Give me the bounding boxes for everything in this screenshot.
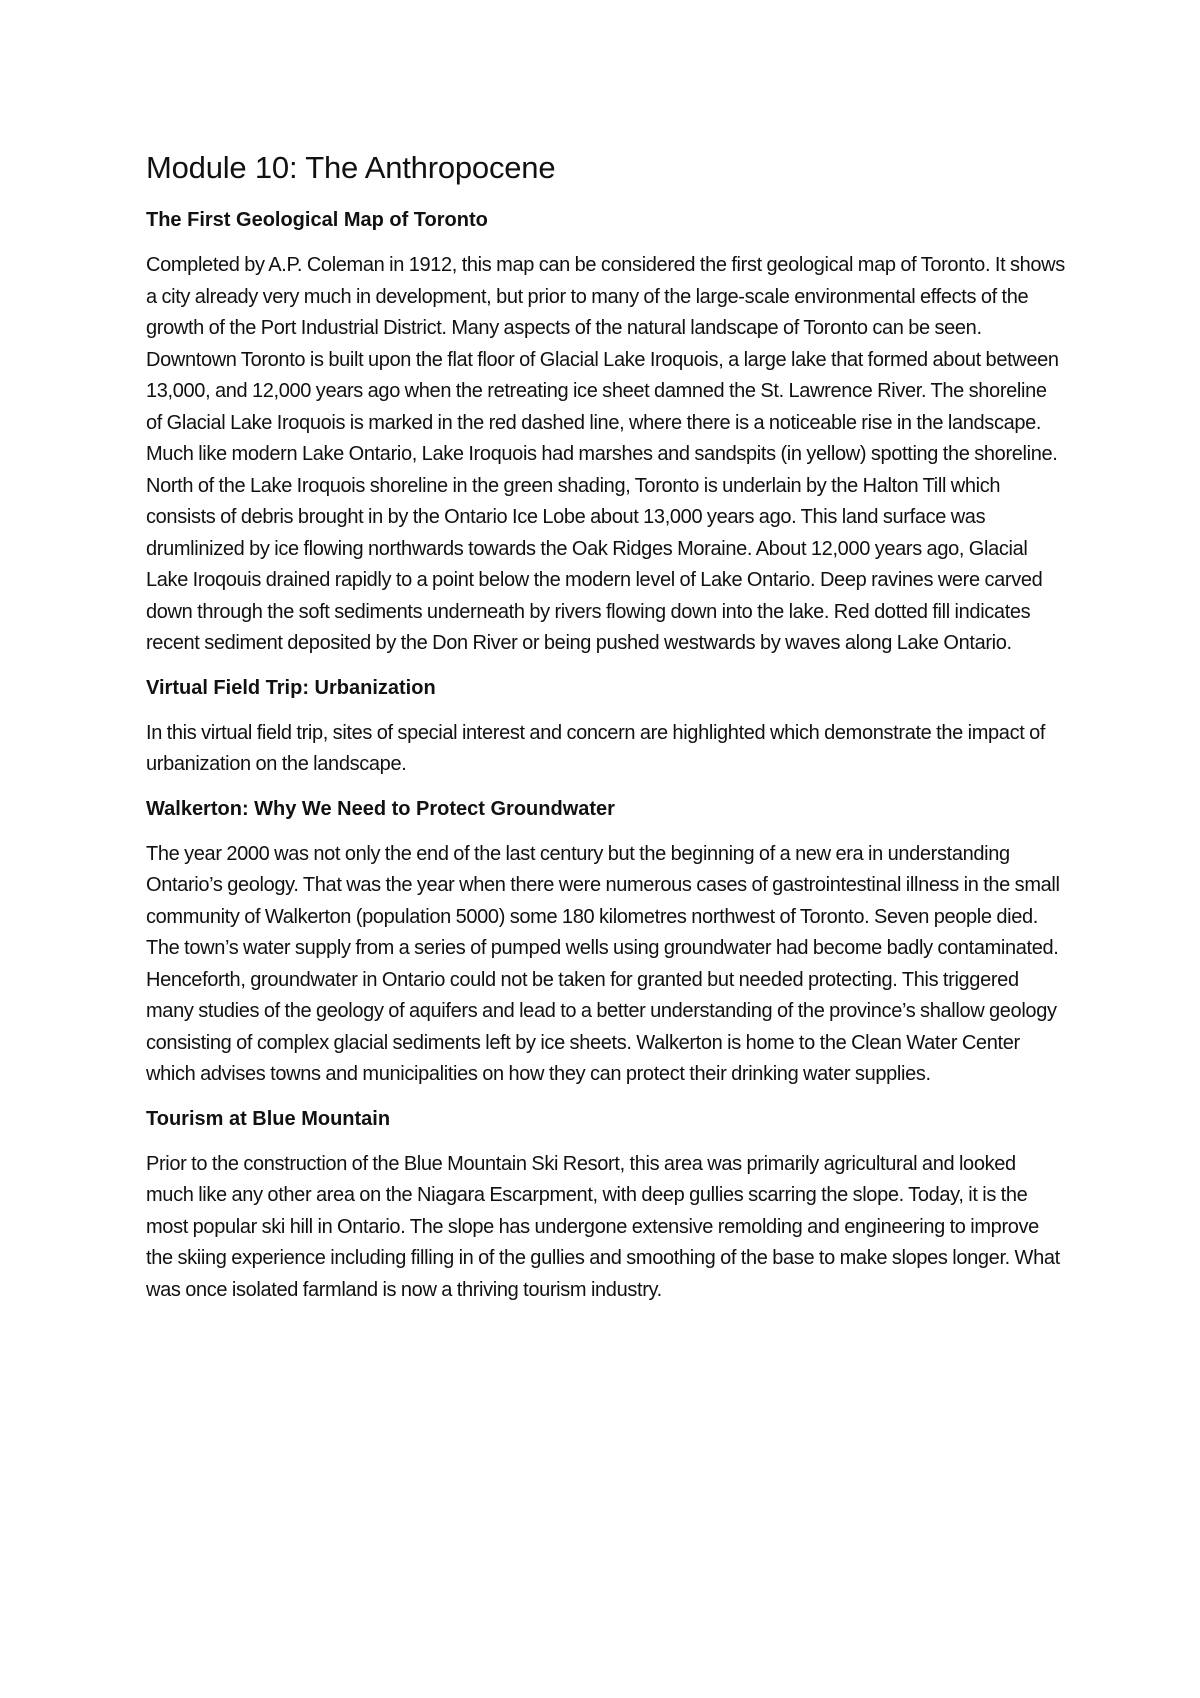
section-heading-walkerton: Walkerton: Why We Need to Protect Groundwater [146,797,615,820]
page-title: Module 10: The Anthropocene [146,150,556,185]
section-body-blue-mountain: Prior to the construction of the Blue Mountain Ski Resort, this area was primarily agricultural and looked much like any other area on the Niagara Escarpment, with deep gullies scarring the slope. Today, it is the most popular ski hill in Ontario. The slope has undergone extensive remolding and engineering to improve the skiing experience including filling in of the gullies and smoothing of the base to make slopes longer. What was once isolated farmland is now a thriving tourism industry. [146,1152,1060,1301]
document-page [146,148,1066,1320]
section-body-virtual-field-trip: In this virtual field trip, sites of special interest and concern are highlighted which demonstrate the impact of urbanization on the landscape. [146,721,1046,775]
section-body-walkerton: The year 2000 was not only the end of the last century but the beginning of a new era in understanding Ontario’s geology. That was the year when there were numerous cases of gastrointestinal illness in the small community of Walkerton (population 5000) some 180 kilometres northwest of Toronto. Seven people died. The town’s water supply from a series of pumped wells using groundwater had become badly contaminated. Henceforth, groundwater in Ontario could not be taken for granted but needed protecting. This triggered many studies of the geology of aquifers and lead to a better understanding of the province’s shallow geology consisting of complex glacial sediments left by ice sheets. Walkerton is home to the Clean Water Center which advises towns and municipalities on how they can protect their drinking water supplies. [146,842,1060,1085]
section-body-geological-map: Completed by A.P. Coleman in 1912, this map can be considered the first geological map of Toronto. It shows a city already very much in development, but prior to many of the large-scale environmental effects of the growth of the Port Industrial District. Many aspects of the natural landscape of Toronto can be seen. Downtown Toronto is built upon the flat floor of Glacial Lake Iroquois, a large lake that formed about between 13,000, and 12,000 years ago when the retreating ice sheet damned the St. Lawrence River. The shoreline of Glacial Lake Iroquois is marked in the red dashed line, where there is a noticeable rise in the landscape. Much like modern Lake Ontario, Lake Iroquois had marshes and sandspits (in yellow) spotting the shoreline. North of the Lake Iroquois shoreline in the green shading, Toronto is underlain by the Halton Till which consists of debris brought in by the Ontario Ice Lobe about 13,000 years ago. This land surface was drumlinized by ice flowing northwards towards the Oak Ridges Moraine. About 12,000 years ago, Glacial Lake Iroqouis drained rapidly to a point below the modern level of Lake Ontario. Deep ravines were carved down through the soft sediments underneath by rivers flowing down into the lake. Red dotted fill indicates recent sediment deposited by the Don River or being pushed westwards by waves along Lake Ontario. [146,254,1065,654]
section-heading-blue-mountain: Tourism at Blue Mountain [146,1107,391,1130]
section-heading-geological-map: The First Geological Map of Toronto [146,209,488,231]
section-heading-virtual-field-trip: Virtual Field Trip: Urbanization [146,676,436,699]
